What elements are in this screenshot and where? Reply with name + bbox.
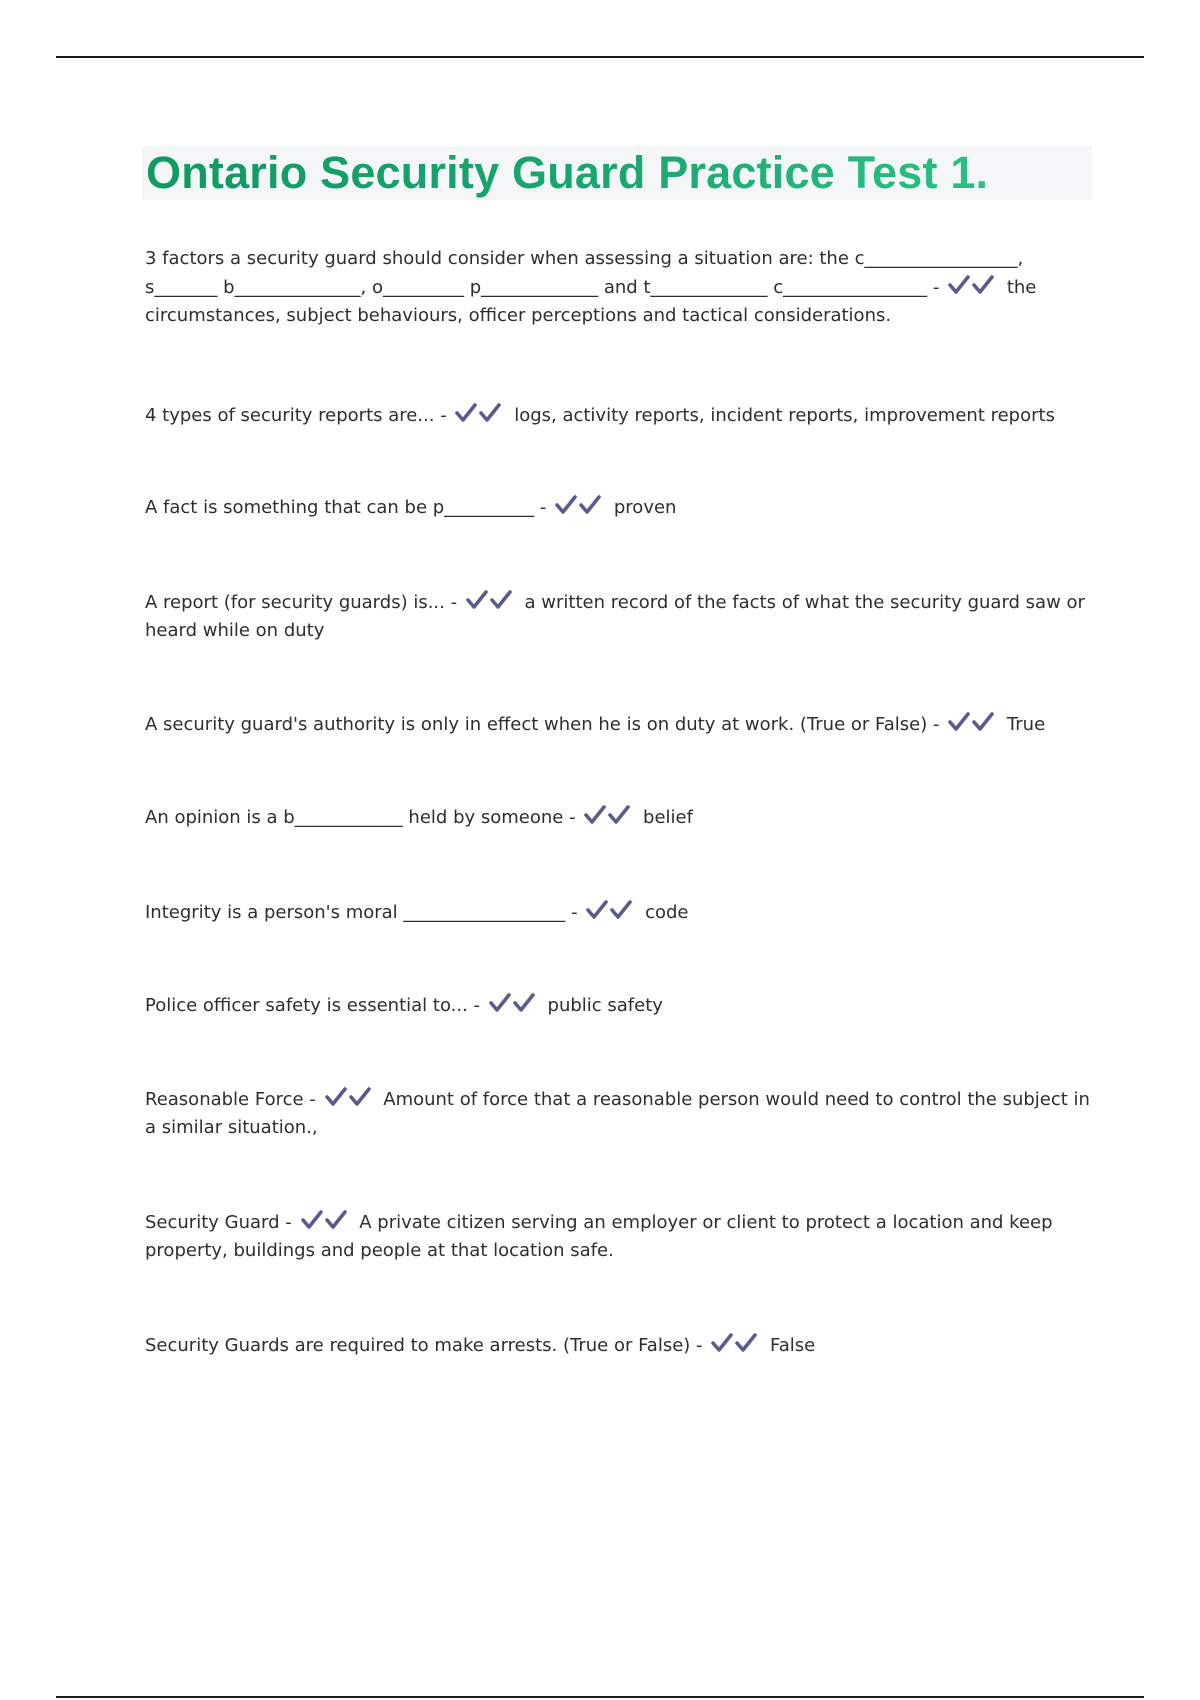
double-check-icon [947, 710, 997, 734]
top-rule [56, 56, 1144, 58]
double-check-icon [454, 401, 504, 425]
title-banner [142, 146, 1092, 200]
double-check-icon [324, 1085, 374, 1109]
qa-item [145, 401, 1055, 430]
question-text: Integrity is a person's moral __________________ - [145, 902, 578, 923]
double-check-icon [585, 898, 635, 922]
qa-item [145, 1085, 1095, 1142]
answer-text: proven [613, 497, 677, 518]
qa-item [145, 803, 693, 832]
double-check-icon [488, 991, 538, 1015]
question-text: 3 factors a security guard should consider when assessing a situation are: the c_________________, s_______ b______________, o_________ p_____________ and t_____________ c________________ - [145, 248, 1024, 298]
double-check-icon [710, 1331, 760, 1355]
answer-text: Amount of force that a reasonable person would need to control the subject in a similar situation., [145, 1089, 1090, 1138]
qa-item [145, 1331, 815, 1360]
question-text: A security guard's authority is only in effect when he is on duty at work. (True or False) - [145, 714, 940, 735]
bottom-rule [56, 1696, 1144, 1698]
answer-text: the circumstances, subject behaviours, officer perceptions and tactical considerations. [145, 277, 1037, 326]
double-check-icon [300, 1208, 350, 1232]
answer-text: A private citizen serving an employer or client to protect a location and keep property, buildings and people at that location safe. [145, 1212, 1053, 1261]
question-text: A report (for security guards) is... - [145, 592, 458, 613]
answer-text: a written record of the facts of what the security guard saw or heard while on duty [145, 592, 1085, 641]
double-check-icon [465, 588, 515, 612]
answer-text: code [645, 902, 689, 923]
double-check-icon [583, 803, 633, 827]
answer-text: True [1006, 714, 1046, 735]
question-text: Reasonable Force - [145, 1089, 316, 1110]
question-text: A fact is something that can be p__________ - [145, 497, 547, 518]
question-text: Police officer safety is essential to... - [145, 995, 481, 1016]
qa-item [145, 493, 676, 522]
answer-text: public safety [547, 995, 663, 1016]
qa-item [145, 898, 689, 927]
question-text: 4 types of security reports are... - [145, 405, 447, 426]
qa-item [145, 245, 1095, 330]
question-text: Security Guard - [145, 1212, 292, 1233]
answer-text: logs, activity reports, incident reports, improvement reports [514, 405, 1055, 426]
double-check-icon [947, 273, 997, 297]
answer-text: False [770, 1335, 816, 1356]
document-title: Ontario Security Guard Practice Test 1. [142, 147, 988, 199]
question-text: Security Guards are required to make arrests. (True or False) - [145, 1335, 703, 1356]
question-text: An opinion is a b____________ held by someone - [145, 807, 576, 828]
double-check-icon [554, 493, 604, 517]
qa-item [145, 991, 663, 1020]
qa-item [145, 588, 1095, 645]
qa-item [145, 710, 1045, 739]
qa-item [145, 1208, 1095, 1265]
answer-text: belief [643, 807, 693, 828]
